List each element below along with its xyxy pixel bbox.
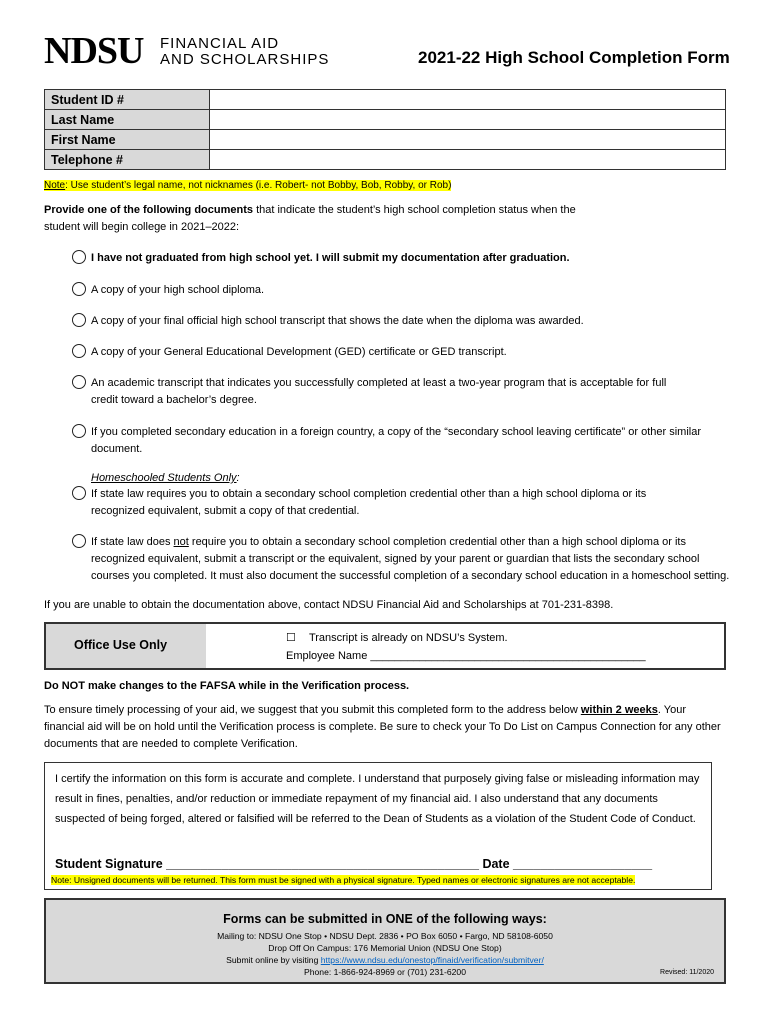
ndsu-logo: NDSU [44,30,144,72]
legal-name-note [44,180,451,191]
option-label: A copy of your high school diploma. [91,284,265,296]
certification-box [44,762,712,890]
table-row [45,90,726,110]
option-label: A copy of your final official high school transcript that shows the date when the diploma was awarded. [91,315,584,327]
option-label: An academic transcript that indicates you successfully completed at least a two-year program that is acceptable for full credit toward a bachelor’s degree. [91,377,667,406]
option-label [72,534,732,585]
option-homeschool-transcript [72,534,732,585]
submission-details [46,930,724,978]
radio-button[interactable] [72,534,86,548]
dropoff-location: Drop Off On Campus: 176 Memorial Union (NDSU One Stop) [268,943,502,953]
note-label: Note [44,180,66,191]
telephone-field[interactable] [210,150,726,170]
student-id-field[interactable] [210,90,726,110]
transcript-checkbox-row [286,630,508,647]
certification-text: I certify the information on this form is accurate and complete. I understand that purposely giving false or misleading information may result in fines, penalties, and/or reduction or immediate repayment of my financial aid. I also understand that any documents suspected of being forged, altered or falsified will be referred to the Dean of Students as a violation of the Student Code of Conduct. [55,773,700,825]
option-diploma [72,282,732,299]
fafsa-warning: Do NOT make changes to the FAFSA while in the Verification process. [44,680,410,692]
student-id-label: Student ID # [45,90,210,110]
option-text-post: require you to obtain a secondary school completion credential other than a high school diploma or its recognized equivalent, submit a transcript or the equivalent, signed by your parent or guardian that lists the secondary school courses you completed. It must also document the successful completion of a secondary school education in a homeschool setting. [91,536,730,582]
table-row [45,130,726,150]
option-homeschool-credential [72,486,692,520]
option-not-graduated [72,250,732,267]
signature-label: Student Signature [55,857,167,871]
logo-subtitle [160,36,329,68]
employee-name-row [286,648,646,665]
option-text-pre: If state law does [91,536,174,548]
date-line[interactable]: ____________________ [513,857,653,871]
phone-numbers: Phone: 1-866-924-8969 or (701) 231-6200 [304,967,466,977]
last-name-field[interactable] [210,110,726,130]
radio-button[interactable] [72,313,86,327]
option-label: A copy of your General Educational Development (GED) certificate or GED transcript. [91,346,507,358]
transcript-checkbox[interactable]: ☐ [286,632,296,644]
radio-button[interactable] [72,486,86,500]
online-submission [46,954,724,966]
timely-processing [44,702,726,753]
homeschool-heading-text: Homeschooled Students Only [91,472,237,484]
transcript-checkbox-label: Transcript is already on NDSU’s System. [308,632,508,644]
homeschool-colon: : [236,472,240,484]
option-label: If you completed secondary education in a foreign country, a copy of the “secondary school leaving certificate” or other similar document. [91,426,702,455]
first-name-label: First Name [45,130,210,150]
logo-line-1: FINANCIAL AID [160,35,280,52]
revised-date: Revised: 11/2020 [660,969,714,976]
online-pre: Submit online by visiting [226,955,321,965]
option-label: I have not graduated from high school yet. I will submit my documentation after graduation. [91,252,570,264]
table-row [45,150,726,170]
instructions-bold: Provide one of the following documents [44,204,254,216]
student-info-table [44,89,726,170]
last-name-label: Last Name [45,110,210,130]
first-name-field[interactable] [210,130,726,150]
office-use-fields [206,624,724,668]
telephone-label: Telephone # [45,150,210,170]
option-foreign [72,424,707,458]
instructions [44,202,614,236]
option-academic-transcript [72,375,692,409]
radio-button[interactable] [72,375,86,389]
employee-name-label: Employee Name [286,650,371,662]
submission-box [44,898,726,984]
option-label: If state law requires you to obtain a secondary school completion credential other than a high school diploma or its recognized equivalent, submit a copy of that credential. [91,488,647,517]
contact-line: If you are unable to obtain the documentation above, contact NDSU Financial Aid and Scholarships at 701-231-8398. [44,599,614,611]
office-use-box [44,622,726,670]
mail-address: Mailing to: NDSU One Stop • NDSU Dept. 2836 • PO Box 6050 • Fargo, ND 58108-6050 [217,931,553,941]
logo-line-2: AND SCHOLARSHIPS [160,51,330,68]
timely-deadline: within 2 weeks [580,704,658,716]
timely-post: . Your financial aid will be on hold until the Verification process is complete. Be sure to check your To Do List on Campus Connection for any other documents that are needed to complete Verification. [44,704,721,750]
instructions-rest: that indicate the student’s high school completion status when the student will begin college in 2021–2022: [44,204,576,233]
signature-line[interactable]: _____________________________________________ [166,857,479,871]
employee-name-line[interactable]: _____________________________________________ [370,650,646,662]
option-ged [72,344,732,361]
homeschool-heading [91,470,240,487]
option-transcript [72,313,732,330]
radio-button[interactable] [72,282,86,296]
table-row [45,110,726,130]
timely-pre: To ensure timely processing of your aid, we suggest that you submit this completed form to the address below [44,704,581,716]
form-title: 2021-22 High School Completion Form [418,48,730,67]
office-use-label: Office Use Only [74,638,168,652]
submission-heading: Forms can be submitted in ONE of the following ways: [223,912,547,926]
submission-link[interactable]: https://www.ndsu.edu/onestop/finaid/verification/submitver/ [320,955,544,965]
radio-button[interactable] [72,424,86,438]
signature-row [55,857,652,871]
option-text-not: not [173,536,189,548]
note-text: : Use student’s legal name, not nicknames (i.e. Robert- not Bobby, Bob, Robby, or Rob) [65,180,452,191]
radio-button[interactable] [72,344,86,358]
signature-note: Note: Unsigned documents will be returned. This form must be signed with a physical signature. Typed names or electronic signatures are not acceptable. [51,875,636,885]
date-label: Date [478,857,514,871]
radio-button[interactable] [72,250,86,264]
